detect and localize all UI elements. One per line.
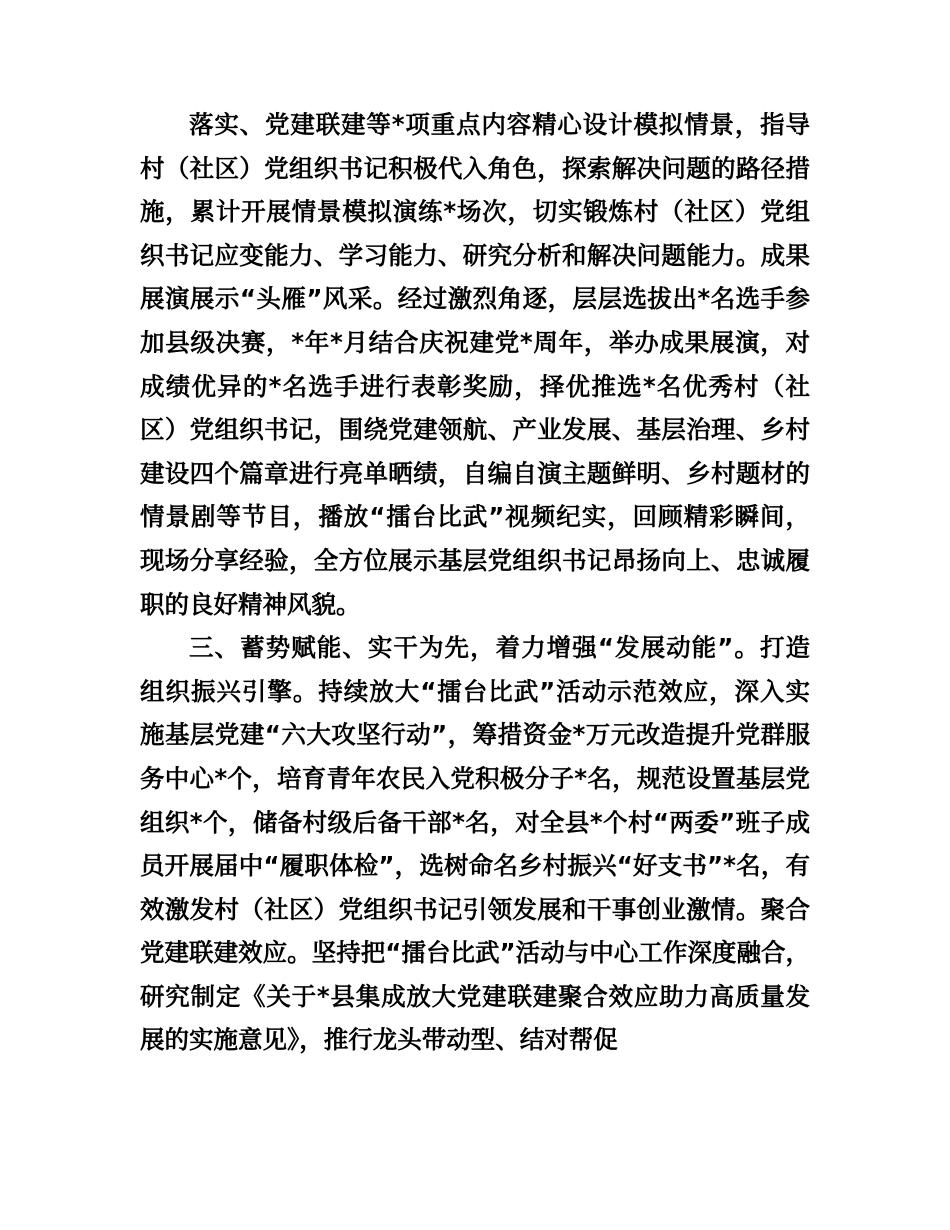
text-line: 务中心*个，培育青年农民入党积极分子*名，规范设置基层党 (140, 763, 810, 793)
text-line: 织书记应变能力、学习能力、研究分析和解决问题能力。成果 (140, 240, 810, 270)
text-line: 成绩优异的*名选手进行表彰奖励，择优推选*名优秀村（社 (140, 371, 810, 401)
text-line: 展演展示“头雁”风采。经过激烈角逐，层层选拔出*名选手参 (140, 284, 810, 314)
text-line: 现场分享经验，全方位展示基层党组织书记昂扬向上、忠诚履 (140, 545, 810, 575)
text-line: 职的良好精神风貌。 (140, 589, 361, 619)
text-line: 区）党组织书记，围绕党建领航、产业发展、基层治理、乡村 (140, 415, 810, 445)
text-line: 加县级决赛，*年*月结合庆祝建党*周年，举办成果展演，对 (140, 327, 810, 357)
text-line: 三、蓄势赋能、实干为先，着力增强“发展动能”。打造 (189, 633, 810, 663)
text-line: 施基层党建“六大攻坚行动”，筹措资金*万元改造提升党群服 (140, 720, 810, 750)
paragraph-2 (140, 626, 810, 1062)
text-line: 情景剧等节目，播放“擂台比武”视频纪实，回顾精彩瞬间， (140, 502, 810, 532)
text-line: 效激发村（社区）党组织书记引领发展和干事创业激情。聚合 (140, 894, 810, 924)
text-line: 展的实施意见》，推行龙头带动型、结对帮促 (140, 1025, 618, 1055)
text-line: 施，累计开展情景模拟演练*场次，切实锻炼村（社区）党组 (140, 197, 810, 227)
text-line: 村（社区）党组织书记积极代入角色，探索解决问题的路径措 (140, 153, 810, 183)
text-line: 组织振兴引擎。持续放大“擂台比武”活动示范效应，深入实 (140, 676, 810, 706)
paragraph-1 (140, 103, 810, 626)
text-line: 员开展届中“履职体检”，选树命名乡村振兴“好支书”*名，有 (140, 851, 810, 881)
text-line: 落实、党建联建等*项重点内容精心设计模拟情景，指导 (189, 110, 810, 139)
text-line: 研究制定《关于*县集成放大党建联建聚合效应助力高质量发 (140, 981, 810, 1011)
text-line: 党建联建效应。坚持把“擂台比武”活动与中心工作深度融合， (140, 938, 810, 968)
text-line: 组织*个，储备村级后备干部*名，对全县*个村“两委”班子成 (140, 807, 810, 837)
text-line: 建设四个篇章进行亮单晒绩，自编自演主题鲜明、乡村题材的 (140, 458, 810, 488)
